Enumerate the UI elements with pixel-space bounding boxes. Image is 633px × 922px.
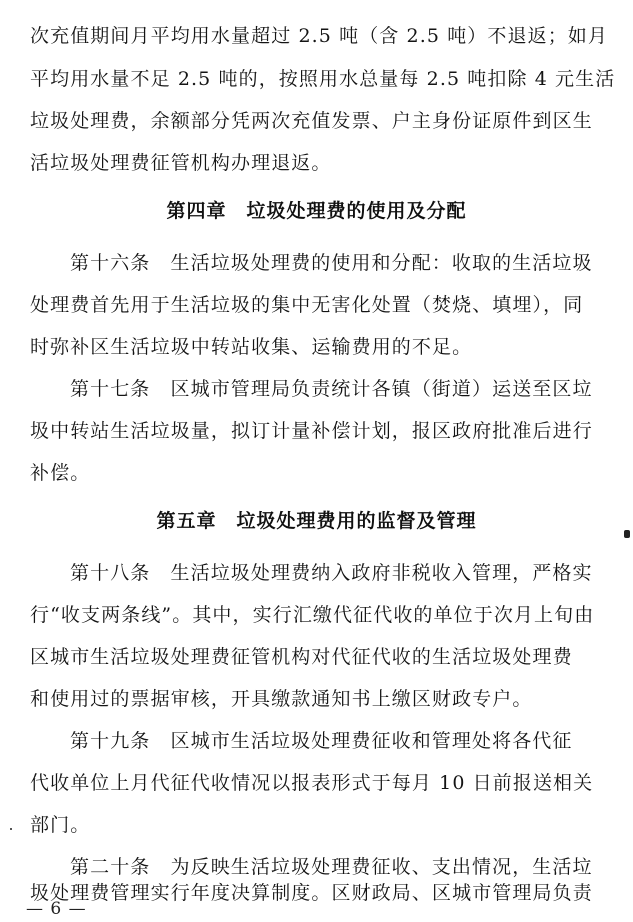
article-17-line: 圾中转站生活垃圾量，拟订计量补偿计划，报区政府批准后进行 — [30, 420, 593, 442]
article-18-line: 和使用过的票据审核，开具缴款通知书上缴区财政专户。 — [30, 688, 533, 710]
scan-mark — [624, 530, 630, 538]
text-line: 活垃圾处理费征管机构办理退返。 — [30, 152, 332, 174]
text-line: 垃圾处理费，余额部分凭两次充值发票、户主身份证原件到区生 — [30, 110, 593, 132]
article-17-line: 第十七条 区城市管理局负责统计各镇（街道）运送至区垃 — [70, 378, 593, 400]
article-20-line: 圾处理费管理实行年度决算制度。区财政局、区城市管理局负责 — [30, 882, 593, 904]
article-19-line: 代收单位上月代征代收情况以报表形式于每月 10 日前报送相关 — [30, 772, 594, 794]
text-line: 平均用水量不足 2.5 吨的，按照用水总量每 2.5 吨扣除 4 元生活 — [30, 68, 616, 90]
article-16-line: 第十六条 生活垃圾处理费的使用和分配：收取的生活垃圾 — [70, 252, 593, 274]
article-16-line: 时弥补区生活垃圾中转站收集、运输费用的不足。 — [30, 336, 473, 358]
article-18-line: 第十八条 生活垃圾处理费纳入政府非税收入管理，严格实 — [70, 562, 593, 584]
article-18-line: 区城市生活垃圾处理费征管机构对代征代收的生活垃圾处理费 — [30, 646, 573, 668]
scan-speck — [10, 828, 12, 830]
article-19-line: 部门。 — [30, 814, 91, 836]
article-16-line: 处理费首先用于生活垃圾的集中无害化处置（焚烧、填埋），同 — [30, 294, 584, 316]
article-18-line: 行“收支两条线”。其中，实行汇缴代征代收的单位于次月上旬由 — [30, 604, 595, 626]
page-number: — 6 — — [26, 899, 87, 919]
chapter-heading: 第四章 垃圾处理费的使用及分配 — [166, 200, 467, 222]
article-17-line: 补偿。 — [30, 462, 91, 484]
article-20-line: 第二十条 为反映生活垃圾处理费征收、支出情况，生活垃 — [70, 856, 593, 878]
article-19-line: 第十九条 区城市生活垃圾处理费征收和管理处将各代征 — [70, 730, 573, 752]
chapter-heading: 第五章 垃圾处理费用的监督及管理 — [156, 510, 477, 532]
text-line: 次充值期间月平均用水量超过 2.5 吨（含 2.5 吨）不退返；如月 — [30, 25, 608, 47]
